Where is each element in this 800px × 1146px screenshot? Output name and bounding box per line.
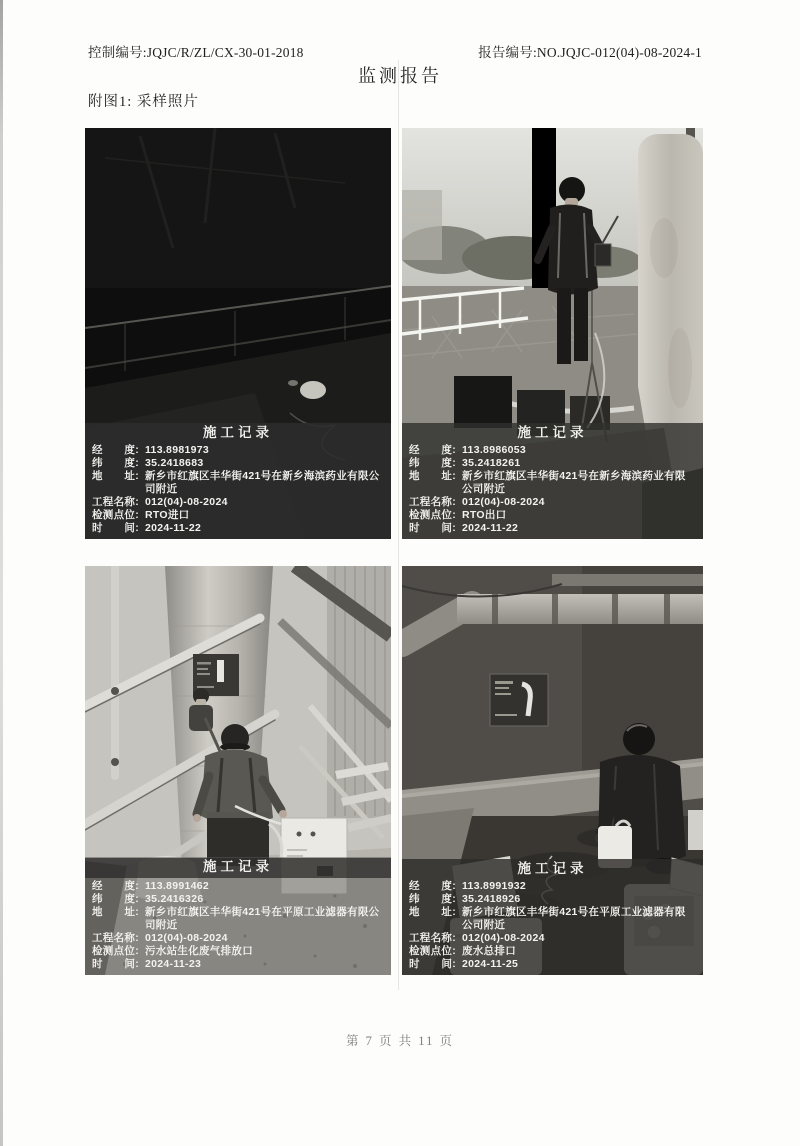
caption-value: 35.2416326	[145, 893, 204, 905]
caption-label: 纬 度:	[92, 457, 139, 469]
caption-value: 污水站生化废气排放口	[145, 945, 253, 957]
caption-label: 工程名称:	[409, 496, 456, 508]
caption-title: 施工记录	[517, 861, 588, 876]
report-number: 报告编号:NO.JQJC-012(04)-08-2024-1	[478, 45, 702, 60]
caption-label: 时 间:	[409, 522, 456, 534]
caption-row	[409, 444, 696, 457]
caption-title: 施工记录	[85, 858, 391, 878]
small-object	[288, 380, 298, 386]
caption-row	[409, 880, 696, 893]
caption-row	[92, 893, 384, 906]
caption-label: 地 址:	[409, 470, 456, 482]
caption-value: RTO进口	[145, 509, 190, 521]
caption-label: 检测点位:	[92, 945, 139, 957]
scan-edge-artifact	[0, 0, 3, 1146]
caption-value: 35.2418683	[145, 457, 204, 469]
sample-photo-rto-inlet	[85, 128, 391, 539]
tank-mottle	[668, 328, 692, 408]
caption-value: 2024-11-22	[462, 522, 519, 534]
caption-label: 时 间:	[92, 522, 139, 534]
outfall-sign	[490, 674, 548, 726]
caption-title: 施工记录	[517, 425, 588, 440]
caption-row	[409, 496, 696, 509]
sample-photo-rto-outlet	[402, 128, 703, 539]
caption-row	[409, 958, 696, 971]
caption-value: 113.8991932	[462, 880, 527, 892]
caption-label: 时 间:	[409, 958, 456, 970]
caption-row	[409, 945, 696, 958]
sample-photo-biochem-outlet	[85, 566, 391, 975]
caption-row	[92, 444, 384, 457]
caption-row	[409, 893, 696, 906]
caption-value: 113.8986053	[462, 444, 527, 456]
caption-label: 经 度:	[92, 880, 139, 892]
caption-row	[92, 932, 384, 945]
control-number: 控制编号:JQJC/R/ZL/CX-30-01-2018	[88, 45, 304, 60]
caption-value: 012(04)-08-2024	[462, 932, 545, 944]
caption-label: 经 度:	[92, 444, 139, 456]
sample-photo-wastewater-outlet	[402, 566, 703, 975]
caption-row	[409, 470, 696, 496]
white-box	[688, 810, 703, 850]
caption-label: 检测点位:	[409, 509, 456, 521]
caption-row	[92, 958, 384, 971]
caption-label: 地 址:	[409, 906, 456, 918]
caption-label: 地 址:	[92, 470, 139, 482]
caption-label: 地 址:	[92, 906, 139, 918]
tank-mottle	[650, 218, 678, 278]
caption-label: 纬 度:	[409, 457, 456, 469]
caption-value: 新乡市红旗区丰华街421号在平原工业滤器有限公司附近	[145, 906, 380, 931]
caption-value: 012(04)-08-2024	[145, 496, 228, 508]
distant-structure	[402, 190, 442, 260]
page-header	[88, 41, 702, 61]
caption-label: 检测点位:	[409, 945, 456, 957]
photo-caption	[85, 857, 391, 975]
caption-label: 工程名称:	[92, 496, 139, 508]
caption-row	[92, 880, 384, 893]
caption-row	[92, 509, 384, 522]
scan-fold-artifact	[398, 60, 399, 990]
caption-row	[409, 509, 696, 522]
page-number: 第 7 页 共 11 页	[346, 1034, 454, 1048]
caption-value: 012(04)-08-2024	[462, 496, 545, 508]
caption-value: 2024-11-22	[145, 522, 202, 534]
caption-value: 新乡市红旗区丰华街421号在新乡海滨药业有限公司附近	[145, 470, 380, 495]
caption-value: 35.2418926	[462, 893, 521, 905]
caption-title: 施工记录	[203, 425, 273, 440]
photo-caption	[402, 423, 703, 539]
caption-value: 废水总排口	[462, 945, 516, 957]
caption-row	[409, 906, 696, 932]
caption-row	[92, 457, 384, 470]
caption-value: 35.2418261	[462, 457, 521, 469]
caption-row	[92, 496, 384, 509]
caption-value: 2024-11-23	[145, 958, 202, 970]
caption-value: 新乡市红旗区丰华街421号在平原工业滤器有限公司附近	[462, 906, 686, 931]
caption-label: 纬 度:	[409, 893, 456, 905]
caption-row	[92, 470, 384, 496]
caption-label: 检测点位:	[92, 509, 139, 521]
photo-caption	[85, 423, 391, 539]
caption-row	[409, 932, 696, 945]
caption-row	[409, 457, 696, 470]
caption-label: 工程名称:	[409, 932, 456, 944]
caption-value: 012(04)-08-2024	[145, 932, 228, 944]
caption-label: 纬 度:	[92, 893, 139, 905]
caption-value: 2024-11-25	[462, 958, 519, 970]
caption-label: 经 度:	[409, 880, 456, 892]
caption-value: 新乡市红旗区丰华街421号在新乡海滨药业有限公司附近	[462, 470, 686, 495]
caption-row	[92, 522, 384, 535]
caption-row	[409, 522, 696, 535]
page-title: 监测报告	[358, 66, 442, 86]
caption-row	[92, 906, 384, 932]
caption-row	[92, 945, 384, 958]
caption-value: 113.8981973	[145, 444, 210, 456]
photo-caption	[402, 859, 703, 975]
caption-label: 时 间:	[92, 958, 139, 970]
figure-label: 附图1: 采样照片	[88, 94, 199, 110]
caption-value: 113.8991462	[145, 880, 210, 892]
caption-label: 经 度:	[409, 444, 456, 456]
bright-object	[300, 381, 326, 399]
caption-label: 工程名称:	[92, 932, 139, 944]
caption-value: RTO出口	[462, 509, 507, 521]
